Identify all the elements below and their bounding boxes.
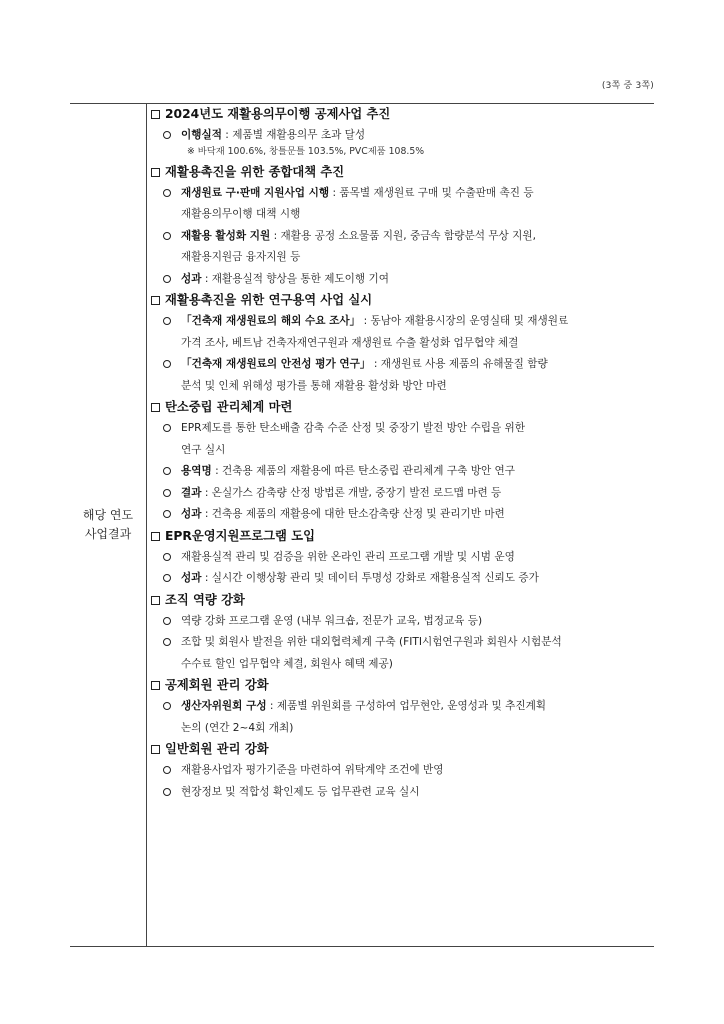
section-title: 탄소중립 관리체계 마련 xyxy=(165,400,293,414)
item-keyword: 용역명 xyxy=(181,465,212,477)
item-continuation: 연구 실시 xyxy=(181,443,226,456)
list-item xyxy=(147,354,654,397)
checkbox-square-icon xyxy=(151,403,160,412)
list-item xyxy=(147,483,654,505)
row-label-line-1: 해당 연도 xyxy=(82,508,134,522)
list-item xyxy=(147,269,654,291)
item-text: 재활용실적 관리 및 검증을 위한 온라인 관리 프로그램 개발 및 시범 운영 xyxy=(181,550,515,563)
item-continuation: 재활용의무이행 대책 시행 xyxy=(181,208,301,220)
section-heading xyxy=(147,162,654,183)
page-number: (3쪽 중 3쪽) xyxy=(601,81,654,91)
item-text: : 재활용 공정 소요물품 지원, 중금속 함량분석 무상 지원, xyxy=(270,229,536,242)
section-title: 2024년도 재활용의무이행 공제사업 추진 xyxy=(165,107,391,121)
item-text: EPR제도를 통한 탄소배출 감축 수준 산정 및 중장기 발전 방안 수립을 위한 xyxy=(181,422,526,434)
list-item xyxy=(147,632,654,675)
list-item xyxy=(147,611,654,633)
circle-bullet-icon xyxy=(163,788,171,796)
item-continuation: 재활용지원금 융자지원 등 xyxy=(181,251,301,263)
circle-bullet-icon xyxy=(163,317,171,325)
item-text: 역량 강화 프로그램 운영 (내부 워크숍, 전문가 교육, 법정교육 등) xyxy=(181,614,483,627)
item-keyword: 이행실적 xyxy=(181,129,222,141)
item-text: : 건축용 제품의 재활용에 따른 탄소중립 관리체계 구축 방안 연구 xyxy=(211,465,516,477)
item-text: : 건축용 제품의 재활용에 대한 탄소감축량 산정 및 관리기반 마련 xyxy=(201,508,505,520)
item-text: 현장정보 및 적합성 확인제도 등 업무관련 교육 실시 xyxy=(181,785,420,798)
content-cell xyxy=(147,104,654,803)
circle-bullet-icon xyxy=(163,232,171,240)
list-item xyxy=(147,311,654,354)
item-keyword: 성과 xyxy=(181,572,202,584)
list-item xyxy=(147,461,654,483)
section-heading xyxy=(147,739,654,760)
row-label-cell xyxy=(70,104,147,946)
circle-bullet-icon xyxy=(163,638,171,646)
list-item xyxy=(147,782,654,804)
circle-bullet-icon xyxy=(163,467,171,475)
item-text: : 온실가스 감축량 산정 방법론 개발, 중장기 발전 로드맵 마련 등 xyxy=(201,486,502,499)
section-heading xyxy=(147,675,654,696)
list-item xyxy=(147,760,654,782)
row-label-line-2: 사업결과 xyxy=(84,527,132,541)
circle-bullet-icon xyxy=(163,489,171,497)
section-heading xyxy=(147,590,654,611)
item-text: : 실시간 이행상황 관리 및 데이터 투명성 강화로 재활용실적 신뢰도 증가 xyxy=(201,572,539,584)
circle-bullet-icon xyxy=(163,275,171,283)
circle-bullet-icon xyxy=(163,189,171,197)
section-heading xyxy=(147,104,654,125)
item-keyword: 결과 xyxy=(181,486,202,499)
section xyxy=(147,590,654,676)
checkbox-square-icon xyxy=(151,745,160,754)
item-keyword: 성과 xyxy=(181,272,202,285)
item-continuation: 논의 (연간 2~4회 개최) xyxy=(181,721,294,734)
item-keyword: 「건축재 재생원료의 해외 수요 조사」 xyxy=(181,315,361,327)
item-text: : 제품별 재활용의무 초과 달성 xyxy=(221,129,366,141)
checkbox-square-icon xyxy=(151,532,160,541)
list-item xyxy=(147,504,654,526)
section-title: EPR운영지원프로그램 도입 xyxy=(165,528,315,543)
section xyxy=(147,526,654,590)
section xyxy=(147,104,654,160)
section-title: 조직 역량 강화 xyxy=(165,592,245,607)
results-table xyxy=(70,103,654,947)
checkbox-square-icon xyxy=(151,296,160,305)
item-keyword: 생산자위원회 구성 xyxy=(181,700,267,712)
section xyxy=(147,397,654,526)
item-text: : 재활용실적 향상을 통한 제도이행 기여 xyxy=(201,272,389,285)
item-text: : 동남아 재활용시장의 운영실태 및 재생원료 xyxy=(360,315,569,327)
circle-bullet-icon xyxy=(163,766,171,774)
item-keyword: 성과 xyxy=(181,508,202,520)
checkbox-square-icon xyxy=(151,110,160,119)
checkbox-square-icon xyxy=(151,681,160,690)
section-title: 일반회원 관리 강화 xyxy=(165,742,269,756)
circle-bullet-icon xyxy=(163,553,171,561)
list-item xyxy=(147,568,654,590)
circle-bullet-icon xyxy=(163,360,171,368)
section-heading xyxy=(147,290,654,311)
item-text: : 제품별 위원회를 구성하여 업무현안, 운영성과 및 추진계획 xyxy=(266,700,547,712)
section-note: ※ 바닥재 100.6%, 창틀문틀 103.5%, PVC제품 108.5% xyxy=(187,145,425,157)
circle-bullet-icon xyxy=(163,617,171,625)
circle-bullet-icon xyxy=(163,702,171,710)
item-continuation: 수수료 할인 업무협약 체결, 회원사 혜택 제공) xyxy=(181,657,393,670)
item-continuation: 분석 및 인체 위해성 평가를 통해 재활용 활성화 방안 마련 xyxy=(181,379,447,392)
section xyxy=(147,290,654,397)
item-keyword: 재생원료 구·판매 지원사업 시행 xyxy=(181,186,330,199)
circle-bullet-icon xyxy=(163,510,171,518)
section-title: 재활용촉진을 위한 종합대책 추진 xyxy=(165,164,345,179)
circle-bullet-icon xyxy=(163,574,171,582)
item-text: 재활용사업자 평가기준을 마련하여 위탁계약 조건에 반영 xyxy=(181,764,444,776)
section xyxy=(147,162,654,291)
circle-bullet-icon xyxy=(163,131,171,139)
item-keyword: 재활용 활성화 지원 xyxy=(181,229,271,242)
list-item xyxy=(147,125,654,147)
list-item xyxy=(147,547,654,569)
checkbox-square-icon xyxy=(151,168,160,177)
list-item xyxy=(147,418,654,461)
list-item xyxy=(147,183,654,226)
circle-bullet-icon xyxy=(163,424,171,432)
item-text: : 품목별 재생원료 구매 및 수출판매 촉진 등 xyxy=(329,186,534,199)
section-title: 공제회원 관리 강화 xyxy=(165,678,269,692)
row-label xyxy=(83,506,133,544)
item-keyword: 「건축재 재생원료의 안전성 평가 연구」 xyxy=(181,358,371,370)
section-title: 재활용촉진을 위한 연구용역 사업 실시 xyxy=(165,293,373,307)
item-text: : 재생원료 사용 제품의 유해물질 함량 xyxy=(370,358,548,370)
list-item xyxy=(147,226,654,269)
section-heading xyxy=(147,397,654,418)
section xyxy=(147,739,654,803)
item-continuation: 가격 조사, 베트남 건축자재연구원과 재생원료 수출 활성화 업무협약 체결 xyxy=(181,336,519,349)
section xyxy=(147,675,654,739)
section-heading xyxy=(147,526,654,547)
list-item xyxy=(147,696,654,739)
checkbox-square-icon xyxy=(151,596,160,605)
item-text: 조합 및 회원사 발전을 위한 대외협력체계 구축 (FITI시험연구원과 회원사 시험분석 xyxy=(181,636,562,648)
